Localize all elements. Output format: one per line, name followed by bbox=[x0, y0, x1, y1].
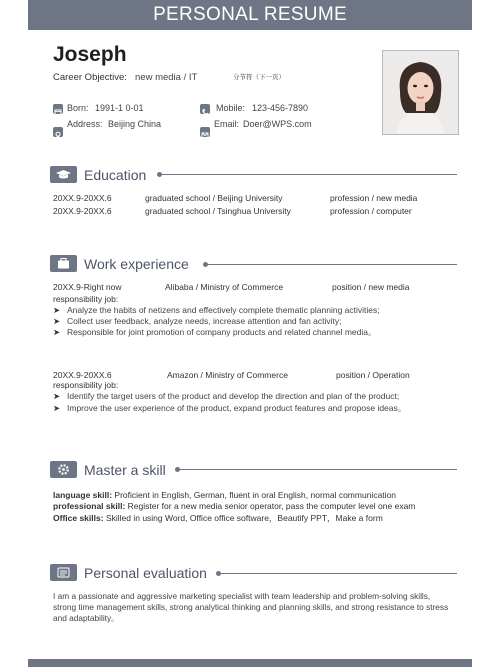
objective-label: Career Objective: bbox=[53, 72, 127, 83]
chevron-right-icon: ➤ bbox=[53, 403, 61, 413]
list-item: ➤ Responsible for joint promotion of company products and related channel media。 bbox=[53, 327, 377, 337]
skills-divider-line bbox=[179, 469, 457, 470]
skill-item: Office skills: Skilled in using Word, Office office software，Beautify PPT，Make a form bbox=[53, 513, 383, 523]
chevron-right-icon: ➤ bbox=[53, 391, 61, 401]
mobile-label: Mobile: bbox=[216, 103, 246, 113]
job-position: position / Operation bbox=[336, 370, 410, 380]
skill-item: professional skill: Register for a new media senior operator, pass the computer level one exam bbox=[53, 501, 416, 511]
education-divider-line bbox=[161, 174, 457, 175]
objective-value: new media / IT bbox=[135, 72, 198, 83]
work-divider-line bbox=[207, 264, 457, 265]
evaluation-divider-line bbox=[220, 573, 457, 574]
list-item: ➤ Analyze the habits of netizens and effectively complete thematic planning activities; bbox=[53, 305, 380, 315]
job-position: position / new media bbox=[332, 282, 410, 292]
education-school: graduated school / Beijing University bbox=[145, 193, 283, 203]
briefcase-icon bbox=[50, 255, 77, 272]
candidate-name: Joseph bbox=[53, 43, 127, 66]
education-school: graduated school / Tsinghua University bbox=[145, 206, 291, 216]
chevron-right-icon: ➤ bbox=[53, 316, 61, 326]
id-card-icon bbox=[50, 564, 77, 581]
job-date: 20XX.9-20XX.6 bbox=[53, 370, 112, 380]
address-label: Address: bbox=[67, 119, 103, 129]
born-value: 1991-1 0-01 bbox=[95, 103, 144, 113]
address-value: Beijing China bbox=[108, 119, 162, 129]
born-label: Born: bbox=[67, 103, 89, 113]
evaluation-text: I am a passionate and aggressive marketing specialist with team leadership and problem-solving skills, strong time management skills, strong analytical thinking and planning skills, and strong resistance to stress and adaptability。 bbox=[53, 591, 449, 623]
footer-bar bbox=[28, 659, 472, 667]
education-profession: profession / new media bbox=[330, 193, 418, 203]
chevron-right-icon: ➤ bbox=[53, 305, 61, 315]
work-section-title: Work experience bbox=[84, 256, 189, 272]
education-date: 20XX.9-20XX.6 bbox=[53, 206, 112, 216]
responsibility-label: responsibility job: bbox=[53, 294, 119, 304]
responsibility-label: responsibility job: bbox=[53, 380, 119, 390]
list-item: ➤ Improve the user experience of the product, expand product features and propose ideas。 bbox=[53, 403, 407, 413]
header-bar bbox=[28, 0, 472, 30]
email-value: Doer@WPS.com bbox=[243, 119, 312, 129]
job-date: 20XX.9-Right now bbox=[53, 282, 122, 292]
education-profession: profession / computer bbox=[330, 206, 412, 216]
graduation-cap-icon bbox=[50, 166, 77, 183]
skill-item: language skill: Proficient in English, German, fluent in oral English, normal communication bbox=[53, 490, 396, 500]
skills-section-title: Master a skill bbox=[84, 462, 166, 478]
page-title: PERSONAL RESUME bbox=[153, 4, 347, 25]
email-label: Email: bbox=[214, 119, 240, 129]
list-item: ➤ Identify the target users of the product and develop the direction and plan of the product; bbox=[53, 391, 400, 401]
job-company: Amazon / Ministry of Commerce bbox=[167, 370, 288, 380]
envelope-icon bbox=[200, 127, 210, 137]
evaluation-section-title: Personal evaluation bbox=[84, 565, 207, 581]
education-date: 20XX.9-20XX.6 bbox=[53, 193, 112, 203]
profile-photo bbox=[382, 50, 459, 135]
phone-icon bbox=[200, 104, 210, 114]
mobile-value: 123-456-7890 bbox=[252, 103, 309, 113]
chevron-right-icon: ➤ bbox=[53, 327, 61, 337]
list-item: ➤ Collect user feedback, analyze needs, increase attention and fan activity; bbox=[53, 316, 342, 326]
education-section-title: Education bbox=[84, 167, 147, 183]
location-pin-icon bbox=[53, 127, 63, 137]
section-break-note: 分节符（下一页） bbox=[233, 74, 285, 81]
calendar-icon bbox=[53, 104, 63, 114]
gear-icon bbox=[50, 461, 77, 478]
job-company: Alibaba / Ministry of Commerce bbox=[165, 282, 284, 292]
